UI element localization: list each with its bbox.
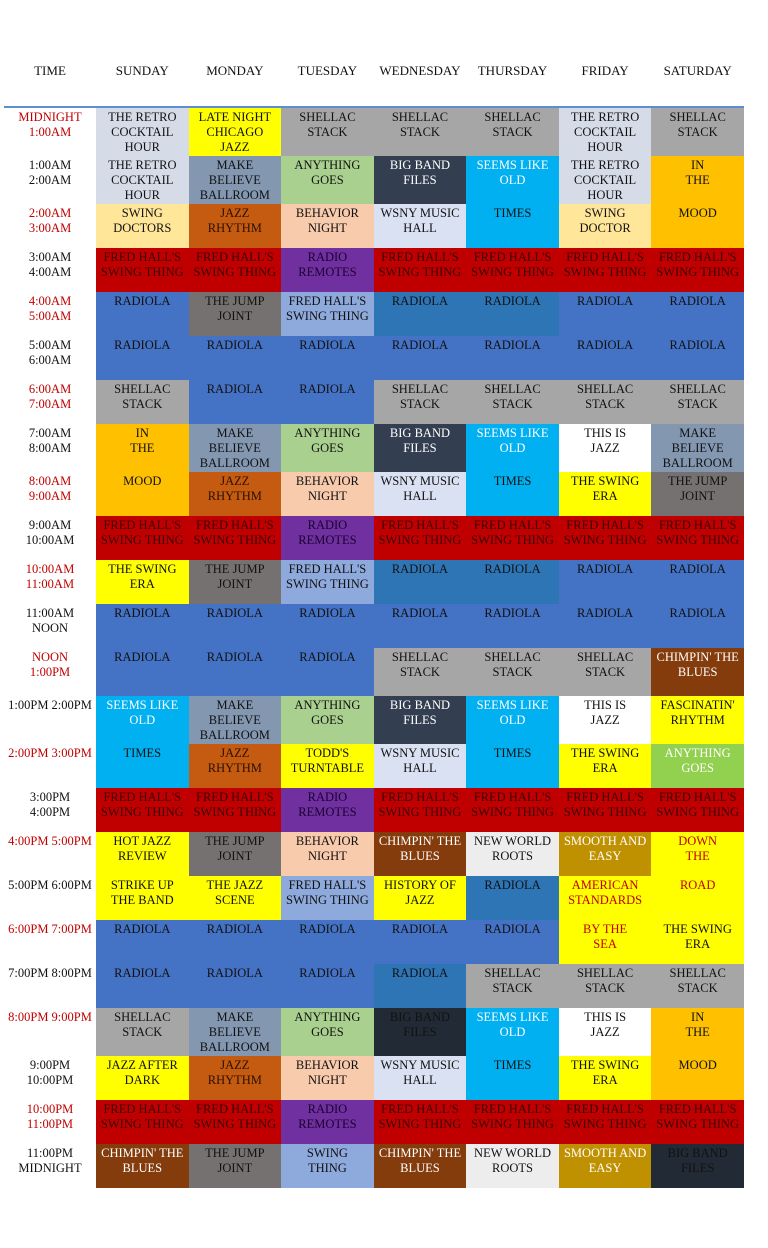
- program-cell: SHELLAC STACK: [96, 1008, 189, 1056]
- program-cell: BEHAVIOR NIGHT: [281, 204, 374, 248]
- program-cell: FRED HALL'S SWING THING: [281, 876, 374, 920]
- program-cell: FRED HALL'S SWING THING: [96, 516, 189, 560]
- program-cell: WSNY MUSIC HALL: [374, 472, 467, 516]
- schedule-grid: [4, 108, 744, 1188]
- program-cell: ANYTHING GOES: [281, 696, 374, 744]
- time-slot: 2:00PM 3:00PM: [8, 746, 92, 760]
- program-cell: THE JUMP JOINT: [189, 560, 282, 604]
- program-cell: SHELLAC STACK: [559, 380, 652, 424]
- program-cell: THE RETRO COCKTAIL HOUR: [96, 108, 189, 156]
- program-cell: BEHAVIOR NIGHT: [281, 472, 374, 516]
- header-tuesday: TUESDAY: [297, 63, 358, 78]
- program-cell: BEHAVIOR NIGHT: [281, 832, 374, 876]
- schedule-row: [4, 1100, 744, 1144]
- program-cell: RADIOLA: [281, 380, 374, 424]
- program-cell: RADIOLA: [374, 292, 467, 336]
- program-cell: JAZZ RHYTHM: [189, 1056, 282, 1100]
- program-cell: IN THE: [96, 424, 189, 472]
- program-cell: SEEMS LIKE OLD: [466, 696, 559, 744]
- program-cell: RADIO REMOTES: [281, 516, 374, 560]
- program-cell: MOOD: [96, 472, 189, 516]
- program-cell: FRED HALL'S SWING THING: [189, 516, 282, 560]
- program-cell: RADIOLA: [374, 604, 467, 648]
- program-cell: RADIOLA: [651, 560, 744, 604]
- program-cell: CHIMPIN' THE BLUES: [96, 1144, 189, 1188]
- header-thursday: THURSDAY: [477, 63, 548, 78]
- program-cell: RADIOLA: [651, 336, 744, 380]
- program-cell: JAZZ RHYTHM: [189, 472, 282, 516]
- program-cell: IN THE: [651, 1008, 744, 1056]
- program-cell: THE JUMP JOINT: [651, 472, 744, 516]
- program-cell: THE SWING ERA: [559, 472, 652, 516]
- program-cell: TIMES: [96, 744, 189, 788]
- program-cell: TIMES: [466, 1056, 559, 1100]
- header-sunday: SUNDAY: [115, 63, 169, 78]
- schedule-row: [4, 788, 744, 832]
- schedule-row: [4, 832, 744, 876]
- schedule-row: [4, 336, 744, 380]
- program-cell: SHELLAC STACK: [281, 108, 374, 156]
- program-cell: RADIOLA: [466, 604, 559, 648]
- program-cell: HOT JAZZ REVIEW: [96, 832, 189, 876]
- program-cell: THIS IS JAZZ: [559, 1008, 652, 1056]
- program-cell: RADIOLA: [651, 292, 744, 336]
- program-cell: MOOD: [651, 204, 744, 248]
- schedule-row: [4, 1008, 744, 1056]
- program-cell: FRED HALL'S SWING THING: [189, 1100, 282, 1144]
- program-cell: SMOOTH AND EASY: [559, 1144, 652, 1188]
- time-slot: NOON 1:00PM: [29, 650, 71, 679]
- program-cell: RADIOLA: [374, 964, 467, 1008]
- program-cell: BIG BAND FILES: [651, 1144, 744, 1188]
- time-slot: 7:00PM 8:00PM: [8, 966, 92, 980]
- schedule-row: [4, 648, 744, 696]
- program-cell: THIS IS JAZZ: [559, 424, 652, 472]
- time-slot: MIDNIGHT 1:00AM: [18, 110, 82, 139]
- program-cell: SHELLAC STACK: [374, 380, 467, 424]
- program-cell: BEHAVIOR NIGHT: [281, 1056, 374, 1100]
- program-cell: RADIO REMOTES: [281, 248, 374, 292]
- program-cell: SHELLAC STACK: [559, 964, 652, 1008]
- program-cell: SHELLAC STACK: [466, 380, 559, 424]
- schedule-row: [4, 424, 744, 472]
- schedule-row: [4, 604, 744, 648]
- program-cell: RADIOLA: [96, 920, 189, 964]
- program-cell: SEEMS LIKE OLD: [466, 156, 559, 204]
- schedule-row: [4, 380, 744, 424]
- program-cell: THE JAZZ SCENE: [189, 876, 282, 920]
- program-cell: FRED HALL'S SWING THING: [96, 248, 189, 292]
- program-cell: RADIOLA: [281, 920, 374, 964]
- program-cell: RADIOLA: [189, 604, 282, 648]
- program-cell: THE SWING ERA: [559, 1056, 652, 1100]
- program-cell: SHELLAC STACK: [651, 380, 744, 424]
- program-cell: FRED HALL'S SWING THING: [559, 248, 652, 292]
- program-cell: ANYTHING GOES: [281, 156, 374, 204]
- time-slot: 7:00AM 8:00AM: [28, 426, 72, 455]
- program-cell: RADIOLA: [466, 920, 559, 964]
- header-row: [4, 56, 744, 86]
- time-slot: 9:00PM 10:00PM: [26, 1058, 74, 1087]
- program-cell: ANYTHING GOES: [281, 424, 374, 472]
- program-cell: SWING THING: [281, 1144, 374, 1188]
- program-cell: FRED HALL'S SWING THING: [374, 516, 467, 560]
- program-cell: CHIMPIN' THE BLUES: [374, 832, 467, 876]
- program-cell: CHIMPIN' THE BLUES: [374, 1144, 467, 1188]
- schedule-row: [4, 156, 744, 204]
- program-cell: FRED HALL'S SWING THING: [374, 248, 467, 292]
- program-cell: RADIOLA: [466, 336, 559, 380]
- program-cell: BIG BAND FILES: [374, 156, 467, 204]
- schedule-row: [4, 964, 744, 1008]
- time-slot: 8:00AM 9:00AM: [28, 474, 72, 503]
- schedule-row: [4, 204, 744, 248]
- schedule-row: [4, 920, 744, 964]
- program-cell: BY THE SEA: [559, 920, 652, 964]
- program-cell: STRIKE UP THE BAND: [96, 876, 189, 920]
- program-cell: RADIOLA: [281, 964, 374, 1008]
- program-cell: SHELLAC STACK: [96, 380, 189, 424]
- program-cell: FRED HALL'S SWING THING: [651, 1100, 744, 1144]
- schedule-row: [4, 696, 744, 744]
- schedule-row: [4, 248, 744, 292]
- program-cell: JAZZ RHYTHM: [189, 744, 282, 788]
- program-cell: THE RETRO COCKTAIL HOUR: [96, 156, 189, 204]
- program-cell: RADIOLA: [281, 604, 374, 648]
- program-cell: FRED HALL'S SWING THING: [374, 1100, 467, 1144]
- program-cell: WSNY MUSIC HALL: [374, 744, 467, 788]
- program-cell: FRED HALL'S SWING THING: [281, 292, 374, 336]
- program-cell: SHELLAC STACK: [374, 108, 467, 156]
- program-cell: FRED HALL'S SWING THING: [559, 1100, 652, 1144]
- program-cell: RADIOLA: [374, 560, 467, 604]
- time-slot: 5:00PM 6:00PM: [8, 878, 92, 892]
- time-slot: 1:00PM 2:00PM: [8, 698, 92, 712]
- program-cell: TODD'S TURNTABLE: [281, 744, 374, 788]
- schedule-table: [4, 56, 744, 1188]
- program-cell: AMERICAN STANDARDS: [559, 876, 652, 920]
- program-cell: WSNY MUSIC HALL: [374, 1056, 467, 1100]
- program-cell: RADIOLA: [559, 336, 652, 380]
- schedule-row: [4, 292, 744, 336]
- program-cell: RADIOLA: [189, 964, 282, 1008]
- program-cell: RADIOLA: [559, 560, 652, 604]
- program-cell: WSNY MUSIC HALL: [374, 204, 467, 248]
- time-slot: 1:00AM 2:00AM: [28, 158, 72, 187]
- program-cell: JAZZ RHYTHM: [189, 204, 282, 248]
- time-slot: 10:00PM 11:00PM: [26, 1102, 74, 1131]
- program-cell: DOWN THE: [651, 832, 744, 876]
- time-slot: 11:00AM NOON: [25, 606, 75, 635]
- program-cell: SHELLAC STACK: [559, 648, 652, 696]
- program-cell: FRED HALL'S SWING THING: [466, 1100, 559, 1144]
- program-cell: RADIOLA: [374, 920, 467, 964]
- program-cell: RADIOLA: [96, 648, 189, 696]
- program-cell: FRED HALL'S SWING THING: [281, 560, 374, 604]
- schedule-row: [4, 876, 744, 920]
- program-cell: THE JUMP JOINT: [189, 832, 282, 876]
- program-cell: RADIOLA: [466, 292, 559, 336]
- program-cell: THE RETRO COCKTAIL HOUR: [559, 156, 652, 204]
- program-cell: RADIOLA: [281, 648, 374, 696]
- program-cell: FRED HALL'S SWING THING: [189, 788, 282, 832]
- program-cell: SHELLAC STACK: [466, 108, 559, 156]
- program-cell: MAKE BELIEVE BALLROOM: [189, 156, 282, 204]
- schedule-row: [4, 744, 744, 788]
- program-cell: RADIOLA: [189, 336, 282, 380]
- schedule-row: [4, 560, 744, 604]
- schedule-row: [4, 1056, 744, 1100]
- program-cell: THE RETRO COCKTAIL HOUR: [559, 108, 652, 156]
- program-cell: RADIOLA: [281, 336, 374, 380]
- program-cell: MAKE BELIEVE BALLROOM: [189, 1008, 282, 1056]
- header-monday: MONDAY: [206, 63, 264, 78]
- program-cell: ROAD: [651, 876, 744, 920]
- program-cell: MOOD: [651, 1056, 744, 1100]
- schedule-row: [4, 516, 744, 560]
- program-cell: RADIOLA: [96, 964, 189, 1008]
- schedule-row: [4, 472, 744, 516]
- program-cell: RADIOLA: [559, 604, 652, 648]
- program-cell: RADIOLA: [466, 876, 559, 920]
- program-cell: SEEMS LIKE OLD: [466, 424, 559, 472]
- program-cell: RADIO REMOTES: [281, 788, 374, 832]
- program-cell: SHELLAC STACK: [374, 648, 467, 696]
- program-cell: RADIOLA: [96, 292, 189, 336]
- program-cell: NEW WORLD ROOTS: [466, 832, 559, 876]
- time-slot: 10:00AM 11:00AM: [25, 562, 75, 591]
- program-cell: RADIOLA: [651, 604, 744, 648]
- program-cell: RADIO REMOTES: [281, 1100, 374, 1144]
- program-cell: SMOOTH AND EASY: [559, 832, 652, 876]
- time-slot: 3:00PM 4:00PM: [29, 790, 71, 819]
- program-cell: BIG BAND FILES: [374, 696, 467, 744]
- program-cell: NEW WORLD ROOTS: [466, 1144, 559, 1188]
- program-cell: LATE NIGHT CHICAGO JAZZ: [189, 108, 282, 156]
- schedule-row: [4, 108, 744, 156]
- program-cell: RADIOLA: [96, 604, 189, 648]
- program-cell: FRED HALL'S SWING THING: [96, 788, 189, 832]
- program-cell: MAKE BELIEVE BALLROOM: [189, 424, 282, 472]
- program-cell: TIMES: [466, 744, 559, 788]
- program-cell: SHELLAC STACK: [651, 964, 744, 1008]
- header-time: TIME: [34, 63, 66, 78]
- program-cell: FRED HALL'S SWING THING: [96, 1100, 189, 1144]
- program-cell: RADIOLA: [96, 336, 189, 380]
- program-cell: MAKE BELIEVE BALLROOM: [189, 696, 282, 744]
- header-friday: FRIDAY: [581, 63, 629, 78]
- time-slot: 3:00AM 4:00AM: [28, 250, 72, 279]
- time-slot: 6:00AM 7:00AM: [28, 382, 72, 411]
- time-slot: 4:00PM 5:00PM: [8, 834, 92, 848]
- program-cell: THE SWING ERA: [96, 560, 189, 604]
- program-cell: RADIOLA: [189, 648, 282, 696]
- program-cell: MAKE BELIEVE BALLROOM: [651, 424, 744, 472]
- program-cell: RADIOLA: [466, 560, 559, 604]
- program-cell: BIG BAND FILES: [374, 424, 467, 472]
- program-cell: TIMES: [466, 472, 559, 516]
- program-cell: RADIOLA: [374, 336, 467, 380]
- program-cell: TIMES: [466, 204, 559, 248]
- program-cell: FRED HALL'S SWING THING: [466, 788, 559, 832]
- program-cell: FRED HALL'S SWING THING: [374, 788, 467, 832]
- program-cell: FRED HALL'S SWING THING: [466, 516, 559, 560]
- program-cell: THIS IS JAZZ: [559, 696, 652, 744]
- program-cell: RADIOLA: [189, 920, 282, 964]
- time-slot: 8:00PM 9:00PM: [8, 1010, 92, 1024]
- program-cell: FRED HALL'S SWING THING: [559, 788, 652, 832]
- program-cell: SHELLAC STACK: [466, 964, 559, 1008]
- program-cell: FRED HALL'S SWING THING: [651, 248, 744, 292]
- program-cell: FRED HALL'S SWING THING: [559, 516, 652, 560]
- time-slot: 6:00PM 7:00PM: [8, 922, 92, 936]
- time-slot: 5:00AM 6:00AM: [28, 338, 72, 367]
- program-cell: FRED HALL'S SWING THING: [189, 248, 282, 292]
- program-cell: FASCINATIN' RHYTHM: [651, 696, 744, 744]
- schedule-row: [4, 1144, 744, 1188]
- program-cell: BIG BAND FILES: [374, 1008, 467, 1056]
- program-cell: SEEMS LIKE OLD: [96, 696, 189, 744]
- program-cell: FRED HALL'S SWING THING: [466, 248, 559, 292]
- program-cell: CHIMPIN' THE BLUES: [651, 648, 744, 696]
- program-cell: ANYTHING GOES: [651, 744, 744, 788]
- program-cell: SHELLAC STACK: [466, 648, 559, 696]
- program-cell: ANYTHING GOES: [281, 1008, 374, 1056]
- program-cell: IN THE: [651, 156, 744, 204]
- program-cell: SWING DOCTORS: [96, 204, 189, 248]
- program-cell: HISTORY OF JAZZ: [374, 876, 467, 920]
- program-cell: JAZZ AFTER DARK: [96, 1056, 189, 1100]
- program-cell: THE JUMP JOINT: [189, 292, 282, 336]
- program-cell: THE SWING ERA: [559, 744, 652, 788]
- program-cell: RADIOLA: [189, 380, 282, 424]
- program-cell: THE JUMP JOINT: [189, 1144, 282, 1188]
- program-cell: THE SWING ERA: [651, 920, 744, 964]
- program-cell: FRED HALL'S SWING THING: [651, 516, 744, 560]
- program-cell: SEEMS LIKE OLD: [466, 1008, 559, 1056]
- program-cell: RADIOLA: [559, 292, 652, 336]
- time-slot: 2:00AM 3:00AM: [28, 206, 72, 235]
- time-slot: 11:00PM MIDNIGHT: [18, 1146, 82, 1175]
- program-cell: SHELLAC STACK: [651, 108, 744, 156]
- program-cell: SWING DOCTOR: [559, 204, 652, 248]
- time-slot: 4:00AM 5:00AM: [28, 294, 72, 323]
- header-wednesday: WEDNESDAY: [379, 63, 461, 78]
- program-cell: FRED HALL'S SWING THING: [651, 788, 744, 832]
- time-slot: 9:00AM 10:00AM: [25, 518, 75, 547]
- header-saturday: SATURDAY: [663, 63, 732, 78]
